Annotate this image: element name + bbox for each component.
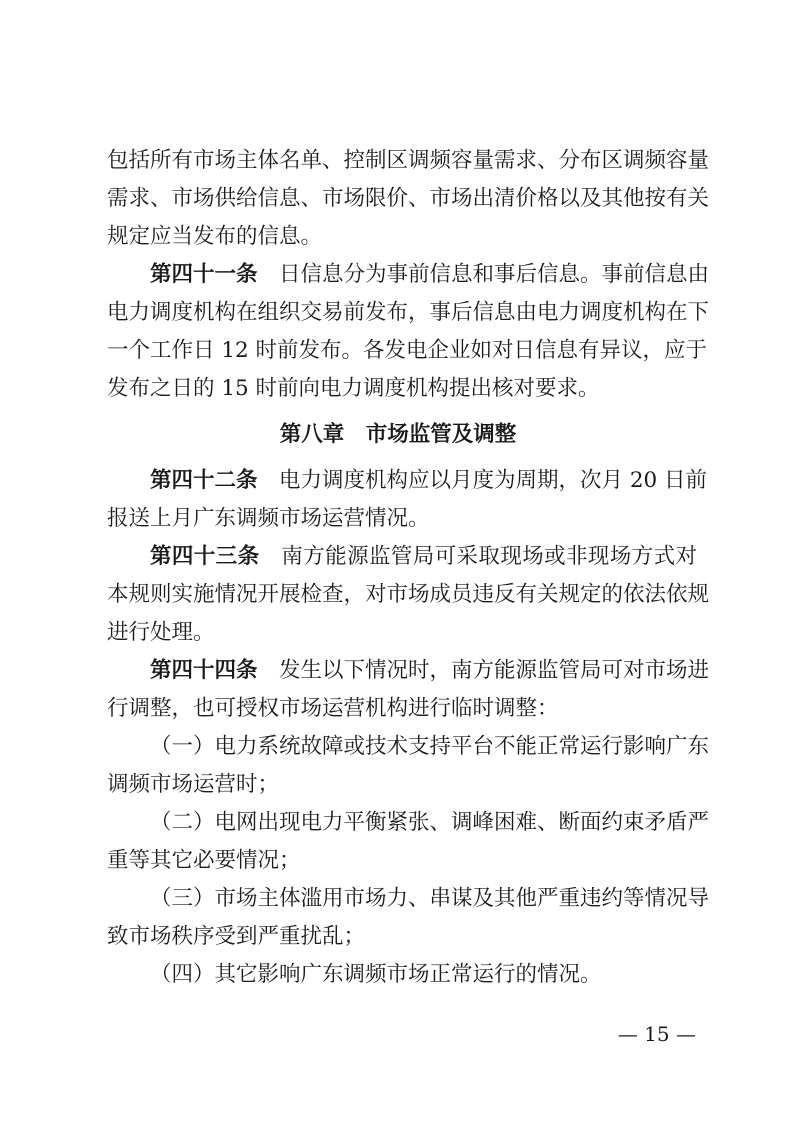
p40-line-1: 包括所有市场主体名单、控制区调频容量需求、分布区调频容量: [107, 148, 710, 173]
p40-line-2: 需求、市场供给信息、市场限价、市场出清价格以及其他按有关: [107, 186, 710, 211]
p43-line-1-text: 南方能源监管局可采取现场或非现场方式对: [281, 544, 697, 569]
article-44-label: 第四十四条: [150, 658, 258, 683]
item-2-line-1: （二）电网出现电力平衡紧张、调峰困难、断面约束矛盾严: [150, 810, 710, 835]
p41-line-3: 一个工作日 12 时前发布。各发电企业如对日信息有异议，应于: [107, 338, 708, 363]
p43-line-3: 进行处理。: [107, 620, 215, 645]
item-1-line-1: （一）电力系统故障或技术支持平台不能正常运行影响广东: [150, 734, 710, 759]
item-3-line-1: （三）市场主体滥用市场力、串谋及其他严重违约等情况导: [150, 886, 710, 911]
p44-line-2: 行调整，也可授权市场运营机构进行临时调整：: [107, 696, 559, 721]
item-1-line-2: 调频市场运营时；: [107, 772, 280, 797]
item-2-line-2: 重等其它必要情况；: [107, 848, 301, 873]
item-3-line-2: 致市场秩序受到严重扰乱；: [107, 924, 366, 949]
item-4-line-1: （四）其它影响广东调频市场正常运行的情况。: [150, 962, 602, 987]
article-41-label: 第四十一条: [150, 262, 258, 287]
chapter-heading: 第八章 市场监管及调整: [279, 422, 517, 447]
p41-line-2: 电力调度机构在组织交易前发布，事后信息由电力调度机构在下: [107, 300, 710, 325]
p41-line-4: 发布之日的 15 时前向电力调度机构提出核对要求。: [107, 376, 600, 401]
article-43-label: 第四十三条: [150, 544, 260, 569]
page-number: — 15 —: [617, 1022, 696, 1046]
p44-line-1: [150, 656, 710, 686]
p43-line-2: 本规则实施情况开展检查，对市场成员违反有关规定的依法依规: [107, 582, 710, 607]
p41-line-1: [150, 260, 710, 290]
p43-line-1: [150, 542, 697, 572]
p42-line-1-text: 电力调度机构应以月度为周期，次月 20 日前: [279, 468, 708, 493]
p40-line-3: 规定应当发布的信息。: [107, 224, 323, 249]
article-42-label: 第四十二条: [150, 468, 258, 493]
p44-line-1-text: 发生以下情况时，南方能源监管局可对市场进: [279, 658, 710, 683]
p42-line-2: 报送上月广东调频市场运营情况。: [107, 506, 430, 531]
p41-line-1-text: 日信息分为事前信息和事后信息。事前信息由: [279, 262, 710, 287]
p42-line-1: [150, 466, 708, 496]
